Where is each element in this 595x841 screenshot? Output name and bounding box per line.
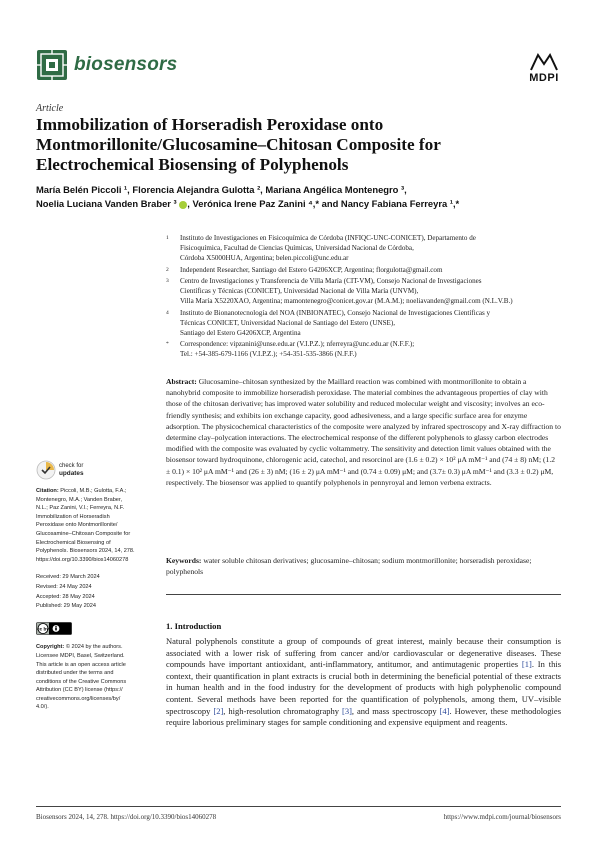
- journal-name: biosensors: [74, 54, 178, 75]
- published-date: Published: 29 May 2024: [36, 603, 97, 610]
- affiliation-item: [166, 233, 566, 263]
- section-heading: 1. Introduction: [166, 621, 222, 631]
- biosensors-logo-icon: [36, 49, 68, 81]
- keywords-text: water soluble chitosan derivatives; glucosamine–chitosan; sodium montmorillonite; horseradish peroxidase; polyphenols: [166, 556, 532, 577]
- copyright-text: © 2024 by the authors. Licensee MDPI, Basel, Switzerland. This article is an open access article distributed under the terms and conditions of the Creative Commons Attribution (CC BY) license (https:// creativecommons.org/licenses/by/ 4.0/).: [36, 644, 127, 711]
- article-sidebar: [36, 460, 156, 712]
- affiliation-item: [166, 308, 566, 338]
- authors-line-2: [36, 197, 561, 211]
- article-dates: [36, 573, 156, 610]
- affiliation-number: *: [166, 341, 169, 347]
- footer-citation[interactable]: Biosensors 2024, 14, 278. https://doi.org/10.3390/bios14060278: [36, 813, 217, 821]
- footer-divider: [36, 806, 561, 807]
- intro-paragraph: Natural polyphenols constitute a group of compounds of great interest, mainly because their consumption is associated with a lower risk of suffering from cancer and/or cardiovascular or degenerative diseases. These compounds have important antioxidant, anti-inflammatory, antitumor, and antimutagenic properties [1]. In this context, their quantification in plant extracts is crucial both in determining the beneficial potential of these extracts in human health and in the food industry for the development of products with high polyphenolic compound content. Several methods have been reported for the quantification of polyphenols, among them, UV–visible spectroscopy [2], high-resolution chromatography [3], and mass spectroscopy [4]. However, these methodologies require laborious preliminary stages for sample conditioning and expensive equipment and reagents.: [166, 636, 562, 728]
- affiliation-item: [166, 276, 566, 306]
- affiliations: [166, 233, 566, 361]
- check-for-updates-button[interactable]: [36, 460, 156, 480]
- affiliation-item: [166, 265, 566, 275]
- copyright-label: Copyright:: [36, 644, 65, 651]
- abstract-label: Abstract:: [166, 377, 197, 386]
- citation: [36, 487, 156, 564]
- publisher-logo: [529, 52, 559, 84]
- revised-date: Revised: 24 May 2024: [36, 583, 92, 590]
- authors-line-1: María Belén Piccoli ¹, Florencia Alejandra Gulotta ², Mariana Angélica Montenegro ³,: [36, 184, 407, 195]
- divider: [166, 594, 561, 595]
- affiliation-text: Independent Researcher, Santiago del Estero G4206XCP, Argentina; florgulotta@gmail.com: [180, 265, 443, 274]
- cc-by-license-icon[interactable]: [36, 622, 72, 635]
- authors-line-2b: , Verónica Irene Paz Zanini ⁴,* and Nancy Fabiana Ferreyra ¹,*: [187, 198, 460, 209]
- article-title: Immobilization of Horseradish Peroxidase onto Montmorillonite/Glucosamine–Chitosan Composite for Electrochemical Biosensing of Polyphenols: [36, 115, 441, 174]
- affiliation-text: Instituto de Investigaciones en Fisicoquímica de Córdoba (INFIQC-UNC-CONICET), Departamento de Fisicoquímica, Facultad de Ciencias Químicas, Universidad Nacional de Córdoba, Córdoba X5000HUA, Argentina; belen.piccoli@unc.edu.ar: [180, 234, 476, 262]
- article-type: Article: [36, 103, 64, 114]
- reference-link[interactable]: [3]: [341, 705, 352, 716]
- affiliation-text: Centro de Investigaciones y Transferencia de Villa María (CIT-VM), Consejo Nacional de Investigaciones Científicas y Técnicas (CONICET), Universidad Nacional de Villa María (UNVM), Villa María X5220XAO, Argentina; mamontenegro@conicet.gov.ar (M.A.M.); noeliavanden@gmail.com (N.L.V.B.): [180, 277, 513, 305]
- reference-link[interactable]: [2]: [213, 705, 224, 716]
- copyright: [36, 643, 156, 712]
- received-date: Received: 29 March 2024: [36, 574, 100, 581]
- authors-line-2a: Noelia Luciana Vanden Braber ³: [36, 198, 177, 209]
- cc-badge-label: cc by: [37, 626, 49, 632]
- check-for-updates-icon: [36, 460, 56, 480]
- page-footer: [36, 813, 561, 821]
- affiliation-number: 2: [166, 266, 169, 273]
- author-list: [36, 183, 561, 211]
- accepted-date: Accepted: 28 May 2024: [36, 593, 95, 600]
- keywords: [166, 555, 561, 577]
- affiliation-number: 1: [166, 235, 169, 241]
- publisher-name: MDPI: [529, 72, 559, 84]
- keywords-label: Keywords:: [166, 556, 202, 565]
- footer-journal-url[interactable]: https://www.mdpi.com/journal/biosensors: [443, 813, 561, 821]
- correspondence-text: Correspondence: vipzanini@unse.edu.ar (V.I.P.Z.); nferreyra@unc.edu.ar (N.F.F.); Tel.: +54-385-679-1166 (V.I.P.Z.); +54-351-535-3866 (N.F.F.): [180, 340, 415, 358]
- correspondence: [166, 339, 566, 359]
- citation-text: Piccoli, M.B.; Gulotta, F.A.; Montenegro, M.A.; Vanden Braber, N.L.; Paz Zanini, V.I.; Ferreyra, N.F. Immobilization of Horseradish Peroxidase onto Montmorillonite/ Glucosamine–Chitosan Composite for Electrochemical Biosensing of Polyphenols. Biosensors 2024, 14, 278. https://doi.org/10.3390/bios14060278: [36, 488, 135, 563]
- abstract: [166, 376, 561, 488]
- abstract-text: Glucosamine–chitosan synthesized by the Maillard reaction was combined with montmorillonite to obtain a nanohybrid composite to immobilize horseradish peroxidase. The material combines the advantageous properties of clay with those of the chitosan derivative; has improved water solubility and reduced molecular weight and viscosity; involves an eco-friendly synthesis; and exhibits ion exchange capacity, good adhesiveness, and a large specific surface area for enzyme adsorption. The physicochemical characteristics of the composite were analyzed by infrared spectroscopy and X-ray diffraction to determine clay–polycation interactions. The electrochemical response of the different polyphenols to glassy carbon electrodes modified with the composite was evaluated by cyclic voltammetry. The sensitivity and detection limit values obtained with the biosensor toward hydroquinone, chlorogenic acid, catechol, and resorcinol are (1.6 ± 0.2) × 10² μA mM⁻¹ and (74 ± 8) nM; (1.2 ± 0.1) × 10² μA mM⁻¹ and (26 ± 3) nM; (16 ± 2) μA mM⁻¹ and (0.74 ± 0.09) μM; and (3.7± 0.3) μA mM⁻¹ and (3.3 ± 0.2) μM, respectively. The biosensor was applied to quantify polyphenols in pennyroyal and lemon verbena extracts.: [166, 377, 561, 487]
- reference-link[interactable]: [1]: [521, 659, 532, 670]
- affiliation-text: Instituto de Bionanotecnología del NOA (INBIONATEC), Consejo Nacional de Investigaciones Científicas y Técnicas CONICET, Universidad Nacional de Santiago del Estero (UNSE), Santiago del Estero G4206XCP, Argentina: [180, 308, 491, 337]
- citation-label: Citation:: [36, 488, 59, 494]
- mdpi-logo-icon: [529, 52, 559, 72]
- check-for-updates-label: check for updates: [59, 462, 84, 477]
- affiliation-number: 3: [166, 278, 169, 284]
- journal-logo: [36, 49, 177, 81]
- reference-link[interactable]: [4]: [439, 705, 450, 716]
- affiliation-number: 4: [166, 309, 169, 316]
